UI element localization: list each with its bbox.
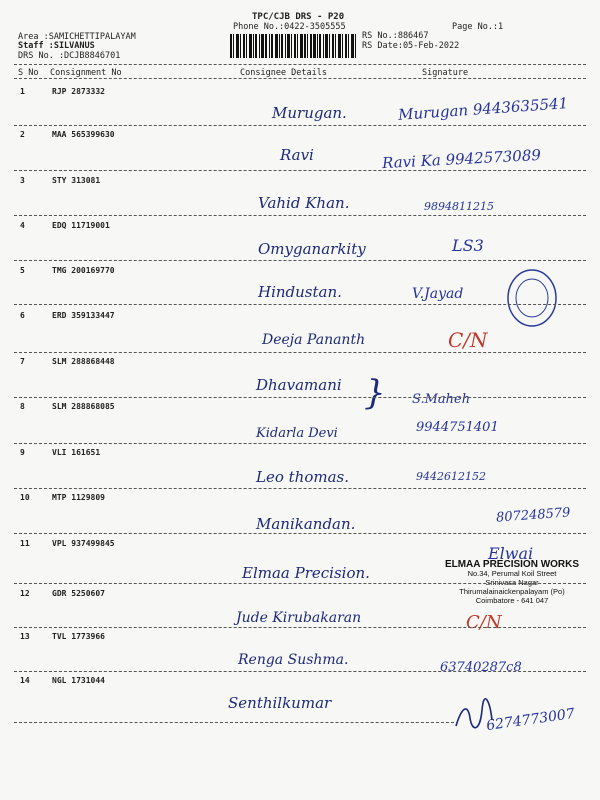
row-sno: 8	[20, 402, 25, 411]
row-consignment: TMG 200169770	[52, 266, 115, 275]
row-consignment: VPL 937499845	[52, 539, 115, 548]
row-signature: C/N	[466, 612, 502, 633]
row-divider	[14, 583, 586, 584]
row-sno: 11	[20, 539, 30, 548]
row-consignment: VLI 161651	[52, 448, 101, 457]
row-signature: 6274773007	[485, 705, 576, 735]
stamp-address-line: No.34, Perumal Koil Street	[467, 569, 557, 578]
staff-label: Staff :SILVANUS	[18, 41, 95, 51]
row-consignee: Ravi	[280, 146, 314, 164]
page-number: Page No.:1	[452, 22, 504, 32]
row-signature: Elwai	[488, 544, 534, 563]
row-signature: V.Jayad	[412, 286, 464, 302]
row-signature: 63740287c8	[440, 660, 522, 675]
row-consignment: STY 313081	[52, 176, 101, 185]
row-divider	[14, 260, 586, 261]
stamp-address-line: Coimbatore - 641 047	[475, 596, 549, 605]
row-divider	[14, 533, 586, 534]
row-sno: 14	[20, 676, 30, 685]
rs-number: RS No.:886467	[362, 31, 429, 41]
row-consignee: Manikandan.	[256, 515, 356, 533]
phone-number: Phone No.:0422-3505555	[233, 22, 346, 32]
row-consignment: TVL 1773966	[52, 632, 105, 641]
row-signature: S.Maheh	[412, 392, 471, 407]
row-sno: 4	[20, 221, 25, 230]
row-sno: 7	[20, 357, 25, 366]
drs-number: DRS No. :DCJB8846701	[18, 51, 121, 61]
row-consignee: Vahid Khan.	[258, 194, 350, 212]
header-rule-top	[14, 64, 586, 65]
col-signature: Signature	[422, 68, 469, 78]
row-divider	[14, 443, 586, 444]
row-divider	[14, 722, 454, 723]
row-sno: 9	[20, 448, 25, 457]
row-divider	[14, 304, 586, 305]
row-consignee: Deeja Pananth	[262, 332, 366, 348]
row-consignment: ERD 359133447	[52, 311, 115, 320]
row-consignee: Leo thomas.	[256, 468, 349, 486]
row-consignee: Jude Kirubakaran	[236, 610, 362, 626]
row-sno: 3	[20, 176, 25, 185]
row-sno: 13	[20, 632, 30, 641]
row-signature: 9442612152	[416, 470, 486, 483]
row-consignee: Omyganarkity	[258, 240, 366, 258]
row-divider	[14, 671, 586, 672]
row-consignment: EDQ 11719001	[52, 221, 110, 230]
row-consignment: NGL 1731044	[52, 676, 105, 685]
signature-scribble-icon	[452, 696, 496, 736]
row-consignee: Renga Sushma.	[238, 652, 349, 668]
row-consignee: Elmaa Precision.	[242, 564, 370, 582]
row-signature: LS3	[452, 236, 484, 255]
brace-mark-icon: }	[364, 373, 386, 413]
row-consignment: RJP 2873332	[52, 87, 105, 96]
sheet-title: TPC/CJB DRS - P20	[252, 12, 345, 22]
row-consignee: Dhavamani	[256, 376, 342, 394]
header-rule-bottom	[14, 78, 586, 79]
row-consignment: MAA 565399630	[52, 130, 115, 139]
row-consignment: GDR 5250607	[52, 589, 105, 598]
row-signature: C/N	[448, 328, 488, 352]
row-consignee: Murugan.	[272, 104, 347, 122]
row-consignment: SLM 288868448	[52, 357, 115, 366]
row-divider	[14, 627, 586, 628]
barcode	[230, 34, 356, 58]
col-consignee: Consignee Details	[240, 68, 327, 78]
row-consignee: Hindustan.	[258, 283, 342, 301]
row-consignment: MTP 1129809	[52, 493, 105, 502]
row-sno: 1	[20, 87, 25, 96]
row-signature: Murugan 9443635541	[397, 94, 569, 124]
row-sno: 2	[20, 130, 25, 139]
col-consignment: Consignment No	[50, 68, 122, 78]
rs-date: RS Date:05-Feb-2022	[362, 41, 460, 51]
row-consignee: Senthilkumar	[228, 694, 332, 712]
row-sno: 12	[20, 589, 30, 598]
stamp-address-line: Srinivasa Nagar	[485, 578, 539, 587]
row-sno: 10	[20, 493, 30, 502]
row-consignee: Kidarla Devi	[256, 426, 338, 441]
round-seal-icon	[506, 268, 558, 328]
row-divider	[14, 488, 586, 489]
row-signature: Ravi Ka 9942573089	[381, 145, 542, 173]
stamp-company-name: ELMAA PRECISION WORKS	[444, 559, 580, 570]
row-divider	[14, 352, 586, 353]
area-label: Area :SAMICHETTIPALAYAM	[18, 32, 136, 42]
stamp-address-line: Thirumalainaickenpalayam (Po)	[459, 587, 565, 596]
row-signature: 807248579	[495, 505, 571, 526]
row-signature: 9894811215	[424, 200, 494, 213]
row-sno: 6	[20, 311, 25, 320]
col-sno: S No	[18, 68, 39, 78]
row-divider	[14, 215, 586, 216]
row-signature: 9944751401	[416, 420, 499, 435]
row-divider	[14, 397, 586, 398]
row-divider	[14, 170, 586, 171]
row-consignment: SLM 288868085	[52, 402, 115, 411]
row-divider	[14, 125, 586, 126]
row-sno: 5	[20, 266, 25, 275]
